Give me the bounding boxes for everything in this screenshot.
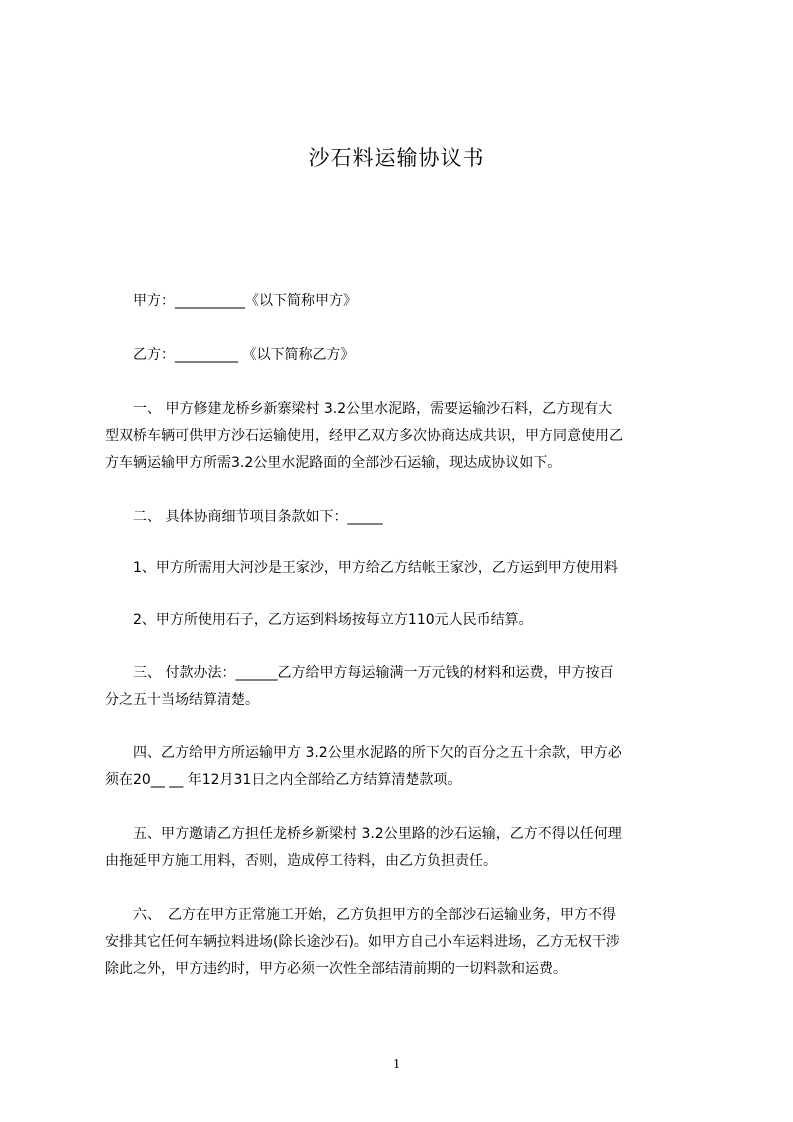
clause-1-line-1: 一、 甲方修建龙桥乡新寨梁村 3.2公里水泥路，需要运输沙石料，乙方现有大 bbox=[105, 401, 613, 417]
clause-3-line-1: 三、 付款办法：______乙方给甲方每运输满一万元钱的材料和运费，甲方按百 bbox=[105, 665, 614, 681]
clause-6-line-1: 六、 乙方在甲方正常施工开始，乙方负担甲方的全部沙石运输业务，甲方不得 bbox=[105, 907, 616, 923]
clause-1-line-2: 型双桥车辆可供甲方沙石运输使用，经甲乙双方多次协商达成共识，甲方同意使用乙 bbox=[105, 428, 623, 444]
clause-5-line-1: 五、甲方邀请乙方担任龙桥乡新梁村 3.2公里路的沙石运输，乙方不得以任何理 bbox=[105, 826, 622, 842]
clause-4-line-1: 四、乙方给甲方所运输甲方 3.2公里水泥路的所下欠的百分之五十余款，甲方必 bbox=[105, 745, 622, 761]
item-2-line: 2、甲方所使用石子，乙方运到料场按每立方110元人民币结算。 bbox=[105, 612, 533, 628]
clause-3-line-2: 分之五十当场结算清楚。 bbox=[105, 692, 259, 708]
party-a-line: 甲方：__________《以下简称甲方》 bbox=[105, 293, 357, 309]
clause-6-line-3: 除此之外，甲方违约时，甲方必须一次性全部结清前期的一切料款和运费。 bbox=[105, 961, 567, 977]
page-number: 1 bbox=[393, 1057, 400, 1072]
clause-6-line-2: 安排其它任何车辆拉料进场(除长途沙石)。如甲方自己小车运料进场，乙方无权干涉 bbox=[105, 934, 620, 950]
item-1-line: 1、甲方所需用大河沙是王家沙，甲方给乙方结帐王家沙，乙方运到甲方使用料 bbox=[105, 560, 618, 576]
clause-5-line-2: 由拖延甲方施工用料，否则，造成停工待料，由乙方负担责任。 bbox=[105, 853, 497, 869]
party-b-line: 乙方：_________ 《以下简称乙方》 bbox=[105, 347, 355, 363]
clause-2-line: 二、 具体协商细节项目条款如下：_____ bbox=[105, 509, 383, 525]
document-title: 沙石料运输协议书 bbox=[308, 146, 485, 170]
clause-1-line-3: 方车辆运输甲方所需3.2公里水泥路面的全部沙石运输，现达成协议如下。 bbox=[105, 455, 562, 471]
clause-4-line-2: 须在20__ __ 年12月31日之内全部给乙方结算清楚款项。 bbox=[105, 772, 462, 788]
